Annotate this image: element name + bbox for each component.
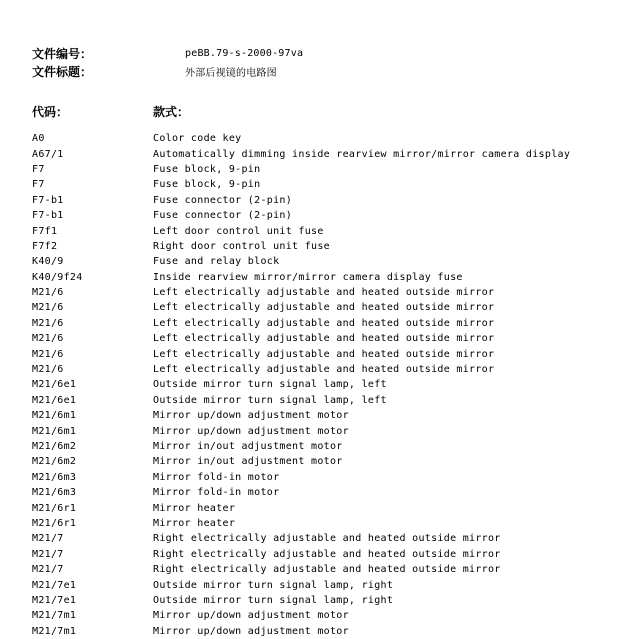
component-description: Mirror heater <box>153 502 236 514</box>
component-row <box>32 624 617 639</box>
component-description: Left electrically adjustable and heated outside mirror <box>153 348 495 360</box>
component-code: K40/9 <box>32 256 64 268</box>
file-title-value: 外部后视镜的电路图 <box>185 67 277 79</box>
component-row <box>32 346 617 361</box>
component-code: F7-b1 <box>32 194 64 206</box>
component-code: M21/6e1 <box>32 394 77 406</box>
component-row <box>32 316 617 331</box>
component-description: Mirror up/down adjustment motor <box>153 625 349 637</box>
file-number-label: 文件编号： <box>32 46 93 61</box>
component-description: Outside mirror turn signal lamp, left <box>153 379 387 391</box>
component-row <box>32 547 617 562</box>
component-code: M21/6e1 <box>32 379 77 391</box>
component-code: M21/6m3 <box>32 487 77 499</box>
file-title-label: 文件标题： <box>32 64 93 79</box>
component-code: M21/7 <box>32 533 64 545</box>
component-code: M21/7e1 <box>32 579 77 591</box>
component-code: M21/6r1 <box>32 517 77 529</box>
component-row <box>32 562 617 577</box>
component-description: Automatically dimming inside rearview mirror/mirror camera display <box>153 148 571 160</box>
component-description: Mirror fold-in motor <box>153 471 280 483</box>
component-code: M21/7 <box>32 548 64 560</box>
component-description: Fuse block, 9-pin <box>153 163 261 175</box>
component-description: Mirror up/down adjustment motor <box>153 410 349 422</box>
component-row <box>32 593 617 608</box>
component-code: M21/6 <box>32 348 64 360</box>
component-row <box>32 408 617 423</box>
component-description: Color code key <box>153 133 242 145</box>
component-row <box>32 393 617 408</box>
component-row <box>32 485 617 500</box>
component-row <box>32 177 617 192</box>
component-code: M21/6m3 <box>32 471 77 483</box>
column-header <box>32 102 353 120</box>
component-list <box>32 131 617 639</box>
component-description: Right electrically adjustable and heated outside mirror <box>153 564 501 576</box>
component-code: M21/6r1 <box>32 502 77 514</box>
component-row <box>32 577 617 592</box>
component-description: Outside mirror turn signal lamp, right <box>153 594 394 606</box>
component-description: Mirror in/out adjustment motor <box>153 441 343 452</box>
component-code: M21/6m1 <box>32 410 77 422</box>
component-description: Left electrically adjustable and heated outside mirror <box>153 287 495 299</box>
component-description: Right electrically adjustable and heated outside mirror <box>153 533 501 545</box>
component-description: Outside mirror turn signal lamp, left <box>153 394 387 406</box>
component-row <box>32 377 617 392</box>
description-column-header: 款式： <box>153 104 190 119</box>
component-row <box>32 439 617 454</box>
component-row <box>32 131 617 146</box>
component-code: M21/6m1 <box>32 425 77 437</box>
component-row <box>32 300 617 315</box>
component-description: Outside mirror turn signal lamp, right <box>153 579 394 591</box>
document-meta <box>32 44 592 80</box>
file-title-row <box>32 62 592 80</box>
component-row <box>32 146 617 161</box>
component-code: M21/6m2 <box>32 441 77 452</box>
component-description: Mirror heater <box>153 517 236 529</box>
component-row <box>32 162 617 177</box>
component-description: Mirror up/down adjustment motor <box>153 425 349 437</box>
component-code: F7 <box>32 179 45 191</box>
component-code: F7-b1 <box>32 210 64 222</box>
component-description: Fuse connector (2-pin) <box>153 194 293 206</box>
component-code: M21/6 <box>32 287 64 299</box>
component-code: M21/7e1 <box>32 594 77 606</box>
component-row <box>32 516 617 531</box>
component-description: Left electrically adjustable and heated outside mirror <box>153 302 495 314</box>
component-row <box>32 208 617 223</box>
component-row <box>32 454 617 469</box>
component-row <box>32 608 617 623</box>
component-code: F7f2 <box>32 240 58 252</box>
component-code: M21/7m1 <box>32 625 77 637</box>
component-description: Fuse block, 9-pin <box>153 179 261 191</box>
component-code: M21/7m1 <box>32 610 77 622</box>
component-code: A67/1 <box>32 148 64 160</box>
component-description: Right door control unit fuse <box>153 240 330 252</box>
component-description: Left electrically adjustable and heated outside mirror <box>153 317 495 329</box>
component-description: Left door control unit fuse <box>153 225 324 237</box>
component-row <box>32 239 617 254</box>
file-number-row <box>32 44 592 62</box>
component-code: K40/9f24 <box>32 271 83 283</box>
component-description: Mirror fold-in motor <box>153 487 280 499</box>
component-description: Mirror in/out adjustment motor <box>153 456 343 468</box>
component-description: Mirror up/down adjustment motor <box>153 610 349 622</box>
component-row <box>32 331 617 346</box>
component-code: F7f1 <box>32 225 58 237</box>
file-number-value: peBB.79-s-2000-97va <box>185 47 304 59</box>
component-row <box>32 531 617 546</box>
component-description: Fuse and relay block <box>153 256 280 268</box>
component-row <box>32 362 617 377</box>
component-code: M21/7 <box>32 564 64 576</box>
component-description: Fuse connector (2-pin) <box>153 210 293 222</box>
code-column-header: 代码： <box>32 104 69 119</box>
component-row <box>32 285 617 300</box>
component-row <box>32 223 617 238</box>
component-code: M21/6 <box>32 317 64 329</box>
component-description: Inside rearview mirror/mirror camera display fuse <box>153 271 463 283</box>
component-code: M21/6m2 <box>32 456 77 468</box>
component-row <box>32 254 617 269</box>
component-row <box>32 270 617 285</box>
component-row <box>32 193 617 208</box>
component-code: M21/6 <box>32 302 64 314</box>
component-code: M21/6 <box>32 364 64 376</box>
component-code: F7 <box>32 163 45 175</box>
component-description: Left electrically adjustable and heated outside mirror <box>153 333 495 345</box>
component-code: M21/6 <box>32 333 64 345</box>
component-row <box>32 500 617 515</box>
component-row <box>32 423 617 438</box>
component-code: A0 <box>32 133 45 145</box>
component-description: Right electrically adjustable and heated outside mirror <box>153 548 501 560</box>
component-row <box>32 470 617 485</box>
component-description: Left electrically adjustable and heated outside mirror <box>153 364 495 376</box>
